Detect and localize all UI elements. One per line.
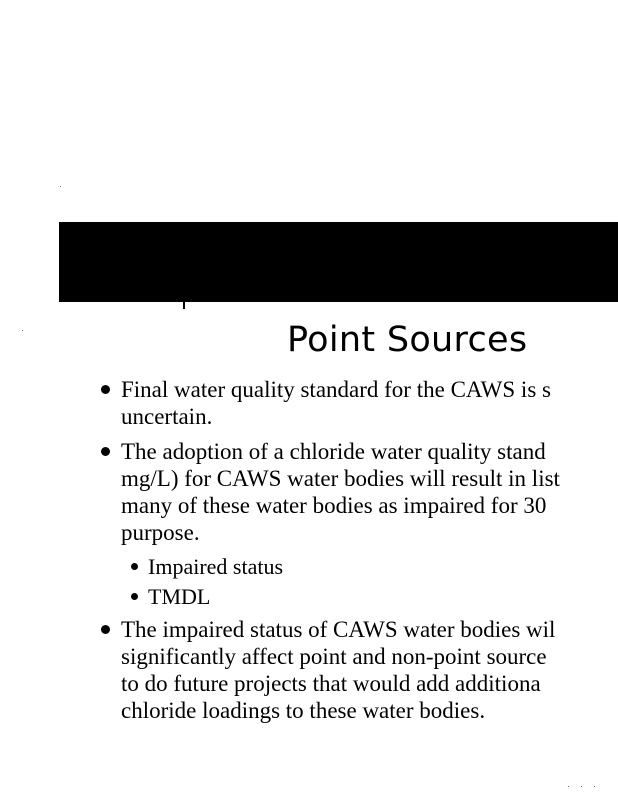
bullet-dot bbox=[101, 625, 110, 634]
redaction-bar bbox=[59, 222, 618, 302]
sub-bullet-impaired-status: Impaired status bbox=[148, 554, 284, 579]
scan-speck bbox=[568, 786, 569, 787]
bullet-1-line-1: Final water quality standard for the CAWS is s bbox=[121, 377, 551, 402]
bullet-3-line-3: to do future projects that would add additiona bbox=[121, 671, 541, 696]
scan-speck bbox=[60, 186, 61, 187]
scan-speck bbox=[594, 786, 595, 787]
bullet-2-line-1: The adoption of a chloride water quality stand bbox=[121, 439, 546, 464]
bullet-dot bbox=[101, 385, 110, 394]
slide-title: Point Sources bbox=[287, 320, 528, 360]
bullet-2-line-4: purpose. bbox=[121, 520, 200, 545]
scan-speck bbox=[22, 330, 23, 331]
bullet-3-line-1: The impaired status of CAWS water bodies wil bbox=[121, 617, 556, 642]
bullet-3-line-4: chloride loadings to these water bodies. bbox=[121, 698, 486, 723]
bullet-3-line-2: significantly affect point and non-point source bbox=[121, 644, 547, 669]
bullet-2-line-3: many of these water bodies as impaired for 30 bbox=[121, 493, 547, 518]
bullet-dot bbox=[101, 447, 110, 456]
scan-speck bbox=[581, 786, 582, 787]
sub-bullet-dot bbox=[131, 593, 138, 600]
sub-bullet-dot bbox=[131, 563, 138, 570]
bullet-1-line-2: uncertain. bbox=[121, 404, 213, 429]
sub-bullet-tmdl: TMDL bbox=[148, 584, 211, 609]
bullet-2-line-2: mg/L) for CAWS water bodies will result in list bbox=[121, 466, 560, 491]
scan-mark bbox=[183, 300, 185, 309]
